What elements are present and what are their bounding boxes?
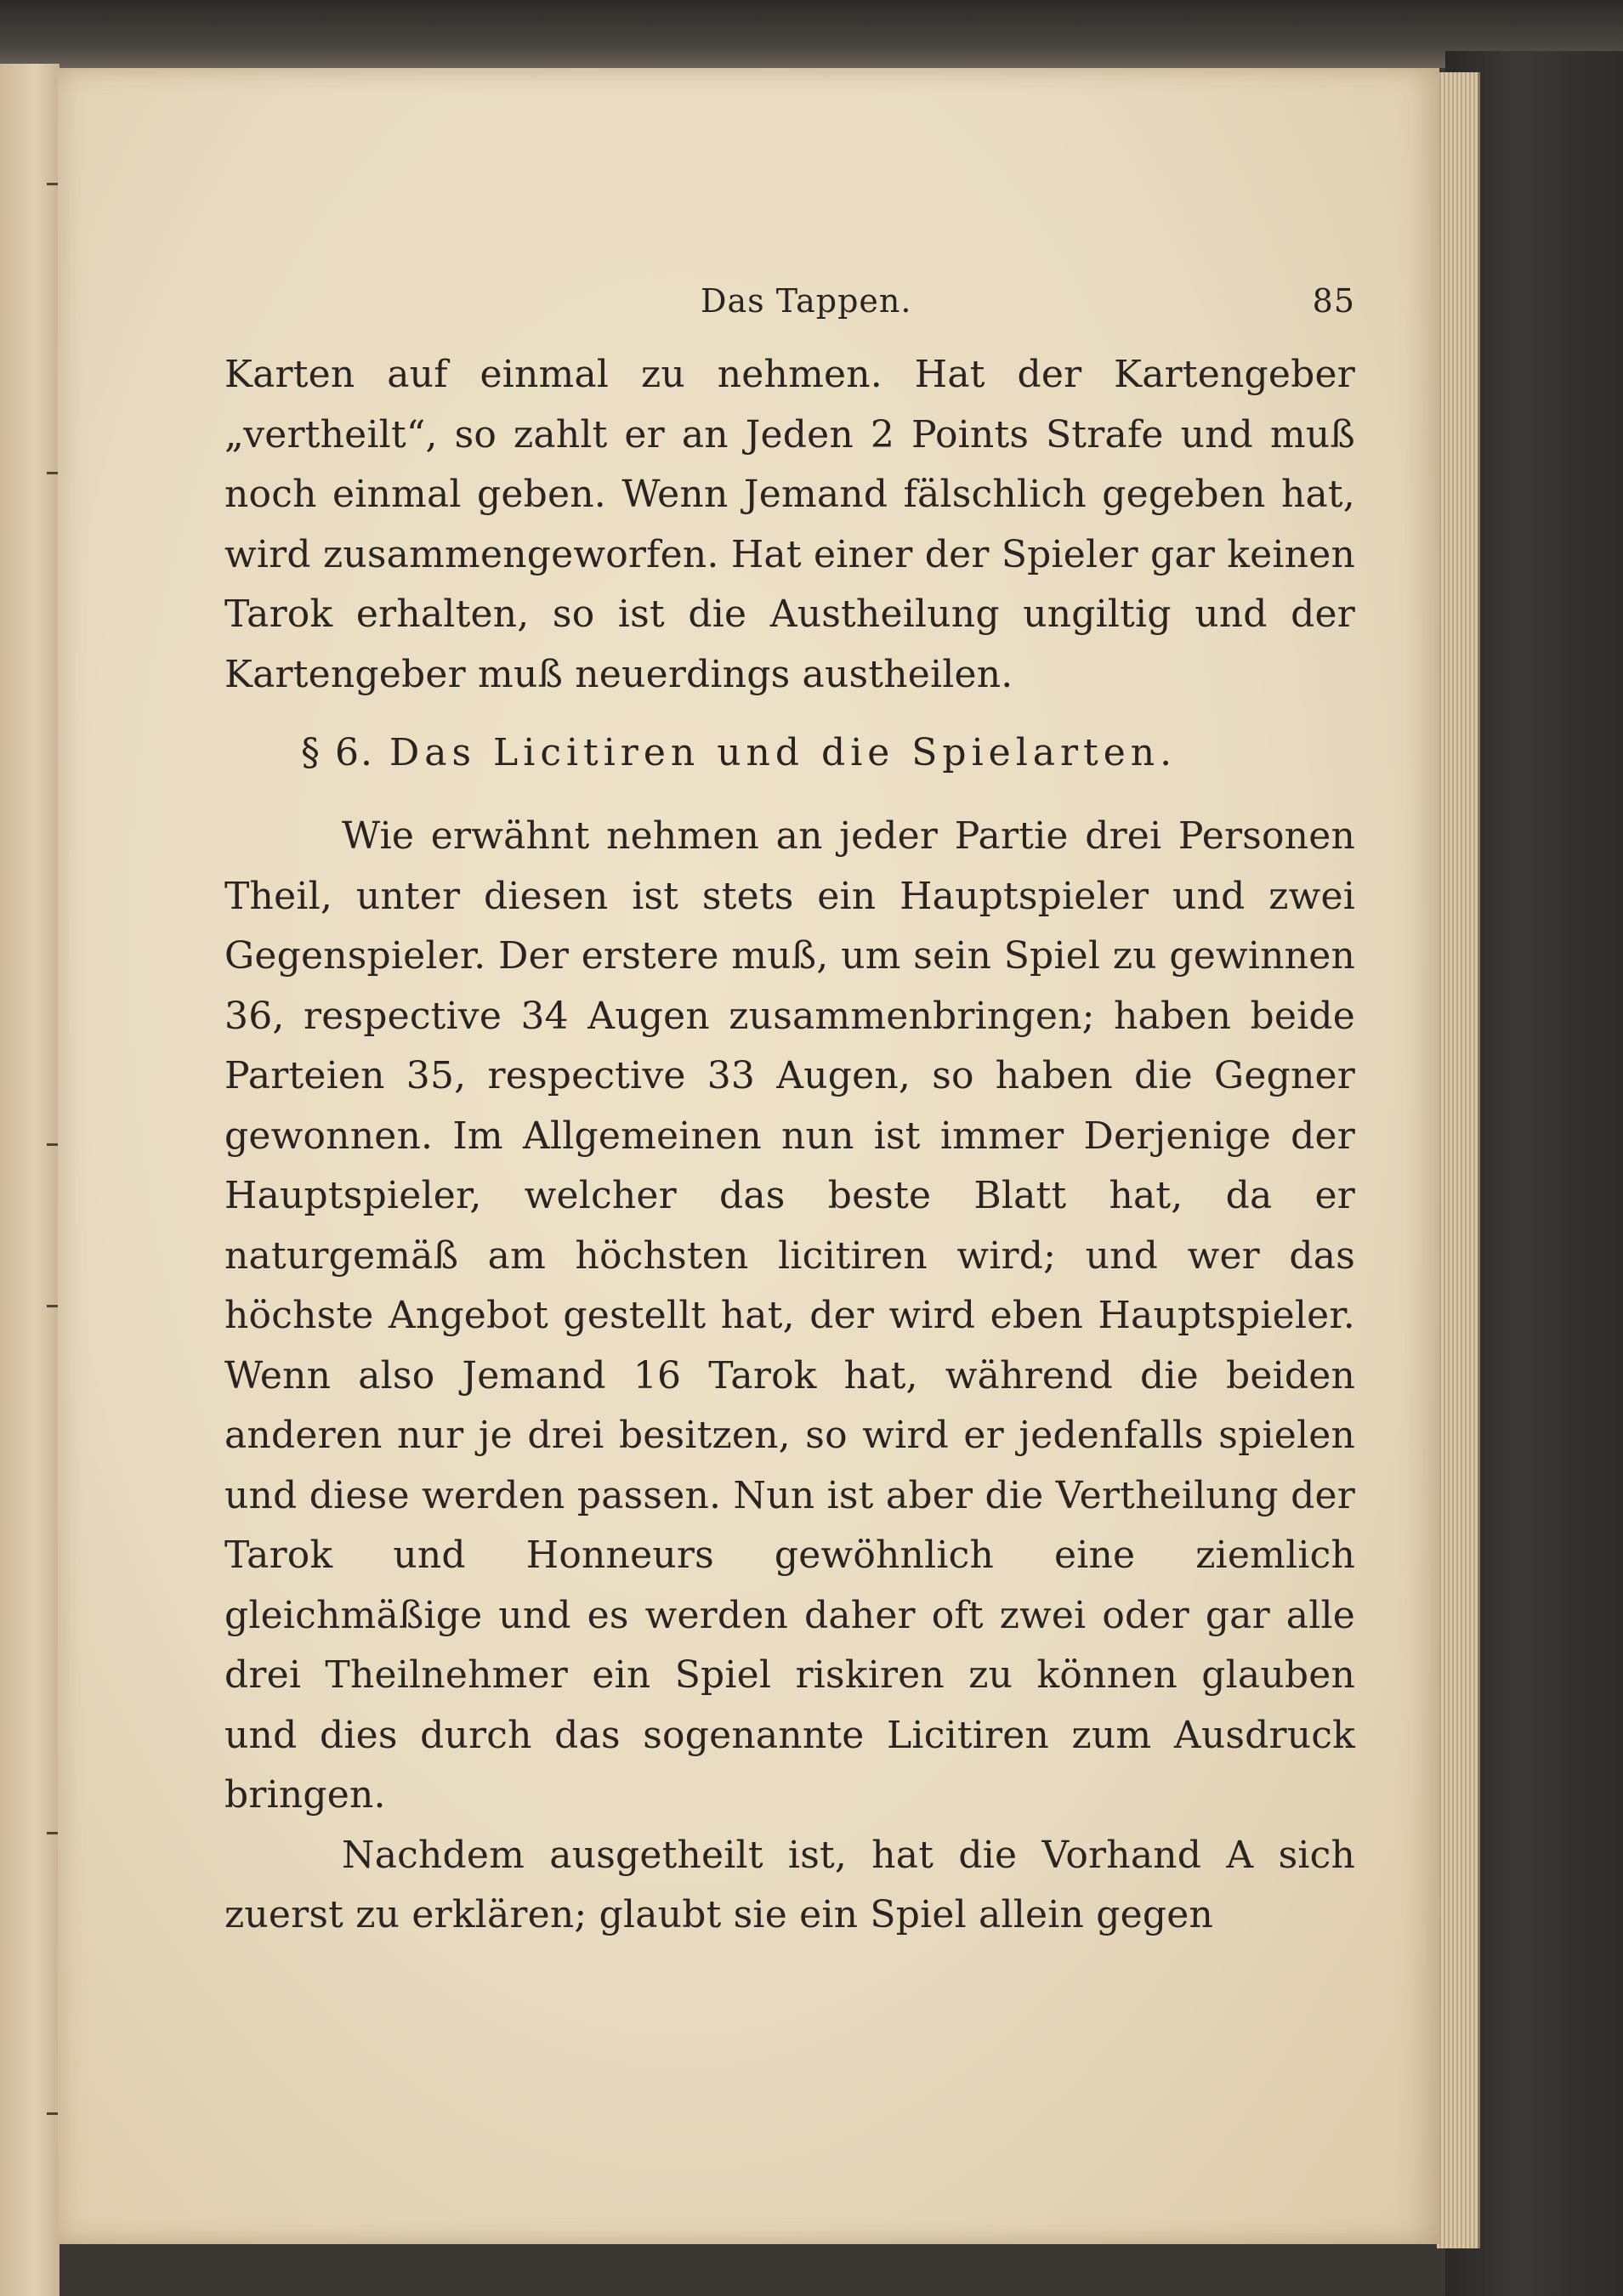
running-head bbox=[224, 282, 1355, 333]
previous-page-edge bbox=[0, 64, 60, 2296]
section-heading bbox=[301, 723, 1355, 783]
running-head-title: Das Tappen. bbox=[701, 282, 912, 320]
paragraph: Nachdem ausgetheilt ist, hat die Vorhand A sich zuerst zu erklären; glaubt sie ein Spiel allein gegen bbox=[224, 1833, 1355, 1936]
text-block bbox=[224, 282, 1355, 1946]
section-number: § 6. bbox=[301, 731, 374, 774]
top-binding-edge bbox=[0, 0, 1623, 68]
page-number: 85 bbox=[1312, 282, 1355, 320]
section-title: Das Licitiren und die Spielarten. bbox=[389, 731, 1178, 774]
book-page bbox=[58, 68, 1439, 2244]
paragraph: Karten auf einmal zu nehmen. Hat der Kartengeber „vertheilt“, so zahlt er an Jeden 2 Points Strafe und muß noch einmal geben. Wenn Jemand fälschlich gegeben hat, wird zusammengeworfen. Hat einer der Spieler gar keinen Tarok erhalten, so ist die Austheilung ungiltig und der Kartengeber muß neuerdings austheilen. bbox=[224, 353, 1355, 696]
paragraph: Wie erwähnt nehmen an jeder Partie drei Personen Theil, unter diesen ist stets ein Hauptspieler und zwei Gegenspieler. Der erstere muß, um sein Spiel zu gewinnen 36, respective 34 Augen zusammenbringen; haben beide Parteien 35, respective 33 Augen, so haben die Gegner gewonnen. Im Allgemeinen nun ist immer Derjenige der Hauptspieler, welcher das beste Blatt hat, da er naturgemäß am höchsten licitiren wird; und wer das höchste Angebot gestellt hat, der wird eben Hauptspieler. Wenn also Jemand 16 Tarok hat, während die beiden anderen nur je drei besitzen, so wird er jedenfalls spielen und diese werden passen. Nun ist aber die Vertheilung der Tarok und Honneurs gewöhnlich eine ziemlich gleichmäßige und es werden daher oft zwei oder gar alle drei Theilnehmer ein Spiel riskiren zu können glauben und dies durch das sogenannte Licitiren zum Ausdruck bringen. bbox=[224, 814, 1355, 1817]
page-stack-edge bbox=[1437, 72, 1480, 2248]
